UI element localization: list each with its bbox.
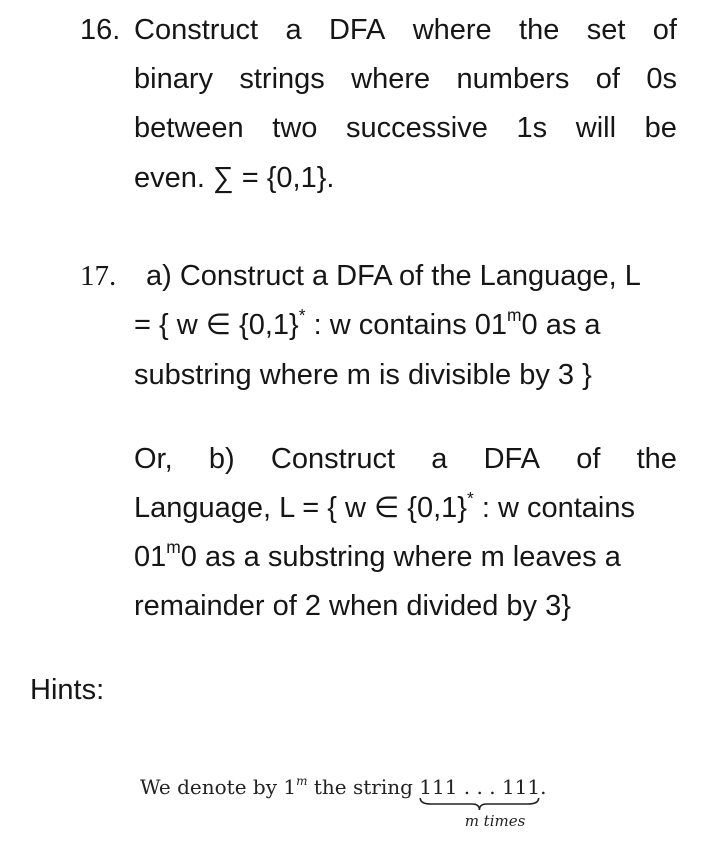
set-text: Language, L = { w ∈ {0,1}	[134, 492, 467, 524]
substring-text: 0 as a	[521, 309, 601, 341]
word: Or,	[134, 443, 173, 475]
word: of	[652, 14, 677, 46]
word: 1s	[516, 112, 548, 144]
question-16-number: 16.	[80, 14, 121, 46]
question-17a-line-2	[134, 304, 601, 343]
question-16-line-2	[134, 61, 677, 97]
word: b)	[208, 443, 235, 475]
word: the	[636, 443, 677, 475]
question-17-number: 17.	[80, 260, 117, 292]
question-17b-line-3	[134, 536, 621, 575]
word: will	[575, 112, 617, 144]
exponent-m: m	[507, 304, 522, 325]
hint-formula	[140, 772, 546, 802]
word: Construct	[270, 443, 396, 475]
word: 0s	[646, 63, 677, 95]
word: DFA	[328, 14, 386, 46]
word: of	[595, 63, 620, 95]
word: a	[285, 14, 302, 46]
kleene-star: *	[467, 487, 474, 508]
word: a	[431, 443, 448, 475]
substring-text: 0 as a substring where m leaves a	[180, 541, 621, 573]
hint-period: .	[540, 775, 547, 799]
word: binary	[134, 63, 213, 95]
underbrace-icon	[419, 797, 540, 811]
underbrace-label: m times	[464, 812, 526, 830]
hint-exponent: m	[296, 773, 308, 788]
question-17b-line-1	[134, 441, 677, 477]
exponent-m: m	[166, 536, 181, 557]
word: be	[644, 112, 677, 144]
word: where	[412, 14, 492, 46]
contains-text: : w contains 01	[305, 309, 508, 341]
word: strings	[239, 63, 325, 95]
question-16-line-1	[134, 12, 677, 48]
word: where	[351, 63, 431, 95]
word: two	[272, 112, 318, 144]
word: DFA	[483, 443, 540, 475]
question-17a-line-1: a) Construct a DFA of the Language, L	[146, 260, 641, 292]
question-17a-line-3: substring where m is divisible by 3 }	[134, 359, 592, 391]
word: numbers	[456, 63, 570, 95]
set-text: = { w ∈ {0,1}	[134, 309, 299, 341]
hints-label: Hints:	[30, 674, 105, 706]
question-17b-line-2	[134, 487, 635, 526]
word: the	[519, 14, 560, 46]
word: set	[586, 14, 626, 46]
word: Construct	[134, 14, 259, 46]
kleene-star: *	[298, 304, 306, 325]
word: of	[576, 443, 601, 475]
word: between	[134, 112, 244, 144]
underbrace-group	[419, 772, 540, 802]
string-prefix: 01	[134, 541, 167, 573]
hint-text-pre: We denote by 1	[140, 775, 297, 799]
question-17b-line-4: remainder of 2 when divided by 3}	[134, 590, 571, 622]
hint-text-mid: the string	[307, 775, 420, 799]
question-16-line-3	[134, 110, 677, 146]
hint-ones-string: 111 . . . 111	[419, 775, 541, 799]
contains-text: : w contains	[473, 492, 635, 524]
word: successive	[346, 112, 488, 144]
question-16-line-4: even. ∑ = {0,1}.	[134, 162, 335, 194]
